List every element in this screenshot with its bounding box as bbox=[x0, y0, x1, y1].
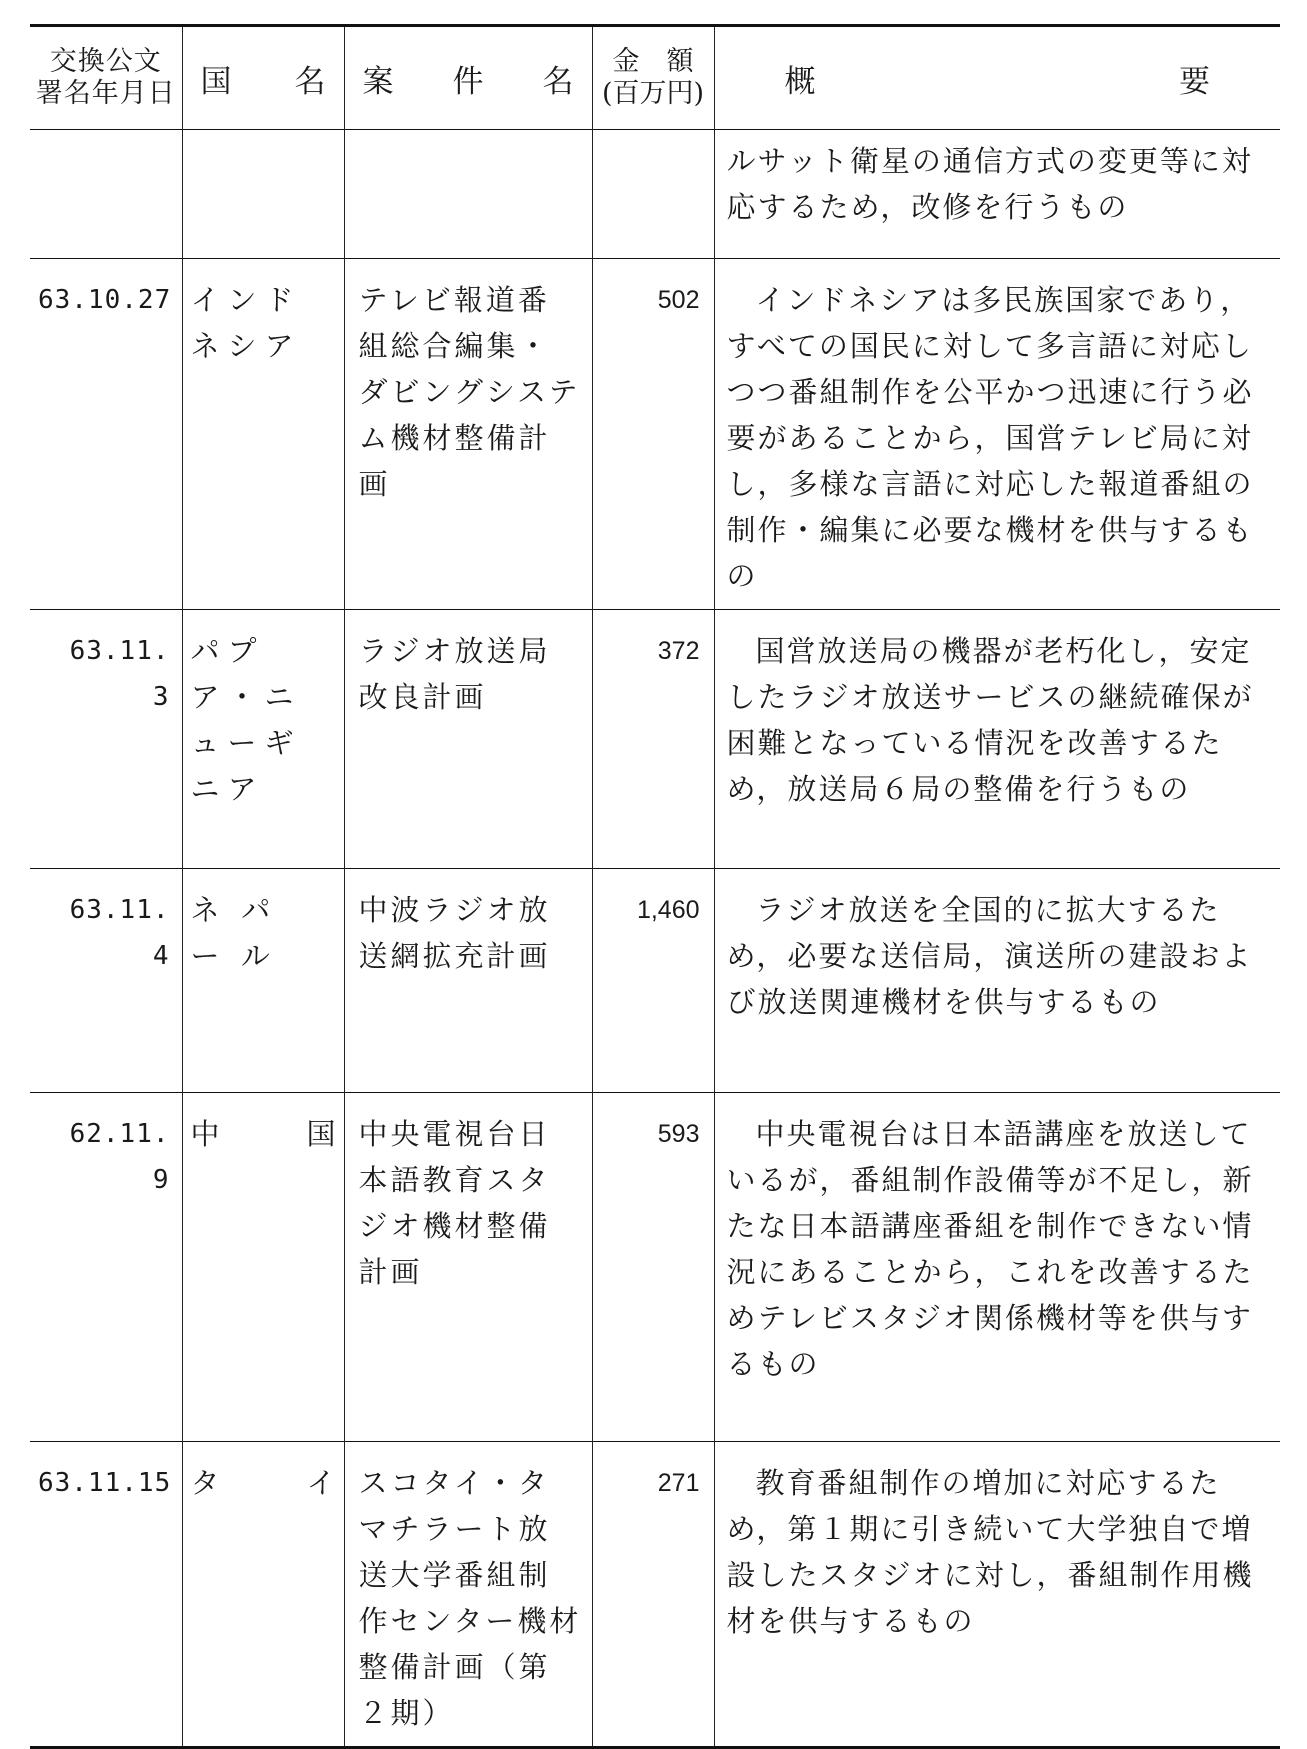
cell-project: スコタイ・タマチラート放送大学番組制作センター機材整備計画（第２期） bbox=[344, 1442, 592, 1748]
header-project-char: 名 bbox=[542, 63, 574, 100]
header-country bbox=[182, 26, 344, 130]
cell-date: 62.11. 9 bbox=[30, 1093, 182, 1442]
cell-summary: 国営放送局の機器が老朽化し，安定したラジオ放送サービスの継続確保が困難となっている情況を改善するため，放送局６局の整備を行うもの bbox=[714, 610, 1280, 869]
cell-summary: ラジオ放送を全国的に拡大するため，必要な送信局，演送所の建設および放送関連機材を供与するもの bbox=[714, 869, 1280, 1093]
cell-summary: 教育番組制作の増加に対応するため，第１期に引き続いて大学独自で増設したスタジオに対し，番組制作用機材を供与するもの bbox=[714, 1442, 1280, 1748]
grant-aid-table-page bbox=[30, 24, 1280, 1749]
cell-country-char: 中 bbox=[190, 1117, 220, 1151]
cell-project: テレビ報道番組総合編集・ダビングシステム機材整備計画 bbox=[344, 259, 592, 610]
cell-country bbox=[182, 1442, 344, 1748]
table-row bbox=[30, 1442, 1280, 1748]
cell-date bbox=[30, 130, 182, 259]
cell-country: パプア・ニューギニア bbox=[182, 610, 344, 869]
header-country-char: 国 bbox=[200, 63, 232, 100]
cell-amount: 593 bbox=[592, 1093, 714, 1442]
cell-project: 中波ラジオ放送網拡充計画 bbox=[344, 869, 592, 1093]
cell-summary: ルサット衛星の通信方式の変更等に対応するため，改修を行うもの bbox=[714, 130, 1280, 259]
table-row bbox=[30, 1093, 1280, 1442]
table-row bbox=[30, 610, 1280, 869]
header-summary bbox=[714, 26, 1280, 130]
header-amount-line1: 金 額 bbox=[612, 46, 694, 77]
cell-project: ラジオ放送局改良計画 bbox=[344, 610, 592, 869]
grant-aid-table bbox=[30, 24, 1280, 1749]
table-header-row bbox=[30, 26, 1280, 130]
cell-amount: 502 bbox=[592, 259, 714, 610]
cell-country: インドネシア bbox=[182, 259, 344, 610]
cell-country bbox=[182, 1093, 344, 1442]
cell-amount: 271 bbox=[592, 1442, 714, 1748]
header-date-line2: 署名年月日 bbox=[35, 78, 176, 109]
cell-date: 63.10.27 bbox=[30, 259, 182, 610]
cell-date: 63.11. 3 bbox=[30, 610, 182, 869]
header-project-char: 案 bbox=[362, 63, 394, 100]
cell-country-char: タ bbox=[190, 1466, 220, 1500]
cell-country bbox=[182, 130, 344, 259]
table-row bbox=[30, 259, 1280, 610]
header-summary-char: 概 bbox=[784, 63, 816, 100]
cell-summary: 中央電視台は日本語講座を放送しているが，番組制作設備等が不足し，新たな日本語講座番組を制作できない情況にあることから，これを改善するためテレビスタジオ関係機材等を供与するもの bbox=[714, 1093, 1280, 1442]
cell-date: 63.11.15 bbox=[30, 1442, 182, 1748]
header-amount-line2: (百万円) bbox=[601, 78, 705, 109]
table-row bbox=[30, 130, 1280, 259]
cell-summary: インドネシアは多民族国家であり，すべての国民に対して多言語に対応しつつ番組制作を公平かつ迅速に行う必要があることから，国営テレビ局に対し，多様な言語に対応した報道番組の制作・編集に必要な機材を供与するもの bbox=[714, 259, 1280, 610]
header-project-char: 件 bbox=[452, 63, 484, 100]
cell-amount: 372 bbox=[592, 610, 714, 869]
cell-amount bbox=[592, 130, 714, 259]
header-summary-char: 要 bbox=[1179, 63, 1210, 100]
header-country-char: 名 bbox=[294, 63, 326, 100]
header-project bbox=[344, 26, 592, 130]
cell-country-char: イ bbox=[306, 1466, 336, 1500]
cell-amount: 1,460 bbox=[592, 869, 714, 1093]
cell-country: ネパール bbox=[182, 869, 344, 1093]
cell-project bbox=[344, 130, 592, 259]
cell-date: 63.11. 4 bbox=[30, 869, 182, 1093]
header-amount bbox=[592, 26, 714, 130]
cell-project: 中央電視台日本語教育スタジオ機材整備計画 bbox=[344, 1093, 592, 1442]
header-date-line1: 交換公文 bbox=[49, 46, 162, 77]
cell-country-char: 国 bbox=[306, 1117, 336, 1151]
header-date bbox=[30, 26, 182, 130]
table-row bbox=[30, 869, 1280, 1093]
